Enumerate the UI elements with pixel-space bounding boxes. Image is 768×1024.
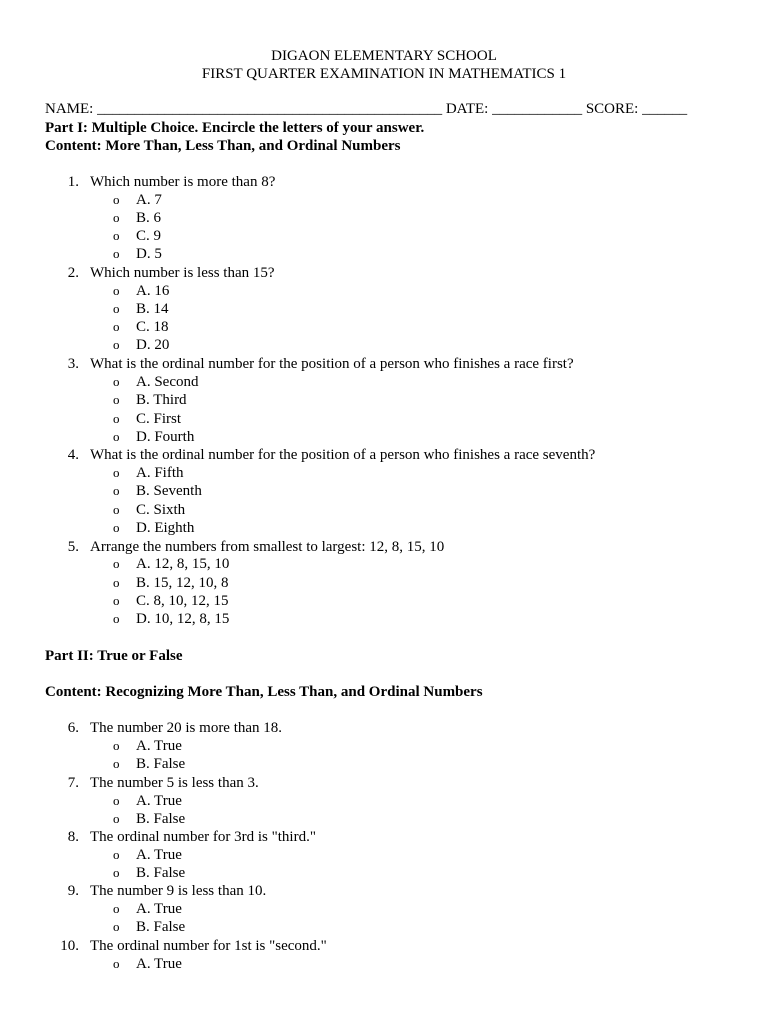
bullet-icon: o	[113, 502, 120, 517]
question-number: 8.	[67, 829, 79, 845]
option-text[interactable]: D. 5	[136, 246, 162, 262]
option-text[interactable]: B. Seventh	[136, 483, 202, 499]
bullet-icon: o	[113, 392, 120, 407]
bullet-icon: o	[113, 192, 120, 207]
bullet-icon: o	[113, 847, 120, 862]
bullet-icon: o	[113, 465, 120, 480]
bullet-icon: o	[113, 811, 120, 826]
bullet-icon: o	[113, 520, 120, 535]
option-text[interactable]: B. False	[136, 919, 186, 935]
question-number: 10.	[60, 938, 79, 954]
bullet-icon: o	[113, 593, 120, 608]
question-text: What is the ordinal number for the position of a person who finishes a race first?	[90, 356, 574, 372]
question-text: Which number is more than 8?	[90, 174, 276, 190]
question-number: 4.	[67, 447, 79, 463]
bullet-icon: o	[113, 411, 120, 426]
option-text[interactable]: B. False	[136, 865, 186, 881]
bullet-icon: o	[113, 301, 120, 316]
bullet-icon: o	[113, 738, 120, 753]
part1-content: Content: More Than, Less Than, and Ordinal Numbers	[45, 138, 401, 154]
bullet-icon: o	[113, 228, 120, 243]
part1-title: Part I: Multiple Choice. Encircle the letters of your answer.	[45, 120, 425, 136]
option-text[interactable]: B. 15, 12, 10, 8	[136, 575, 229, 591]
bullet-icon: o	[113, 611, 120, 626]
bullet-icon: o	[113, 210, 120, 225]
exam-title: FIRST QUARTER EXAMINATION IN MATHEMATICS 1	[201, 66, 567, 82]
option-text[interactable]: A. True	[136, 901, 182, 917]
option-text[interactable]: C. 18	[136, 319, 169, 335]
option-text[interactable]: A. True	[136, 956, 182, 972]
option-text[interactable]: D. Fourth	[136, 429, 195, 445]
option-text[interactable]: C. Sixth	[136, 502, 186, 518]
question-text: Which number is less than 15?	[90, 265, 275, 281]
question-text: The ordinal number for 3rd is "third."	[90, 829, 316, 845]
option-text[interactable]: A. True	[136, 793, 182, 809]
bullet-icon: o	[113, 919, 120, 934]
question-number: 7.	[67, 775, 79, 791]
name-date-score-line: NAME: ______________________________________________ DATE: ____________ SCORE: ______	[45, 101, 688, 117]
bullet-icon: o	[113, 483, 120, 498]
option-text[interactable]: D. 10, 12, 8, 15	[136, 611, 230, 627]
question-number: 5.	[67, 539, 79, 555]
question-text: The number 9 is less than 10.	[90, 883, 267, 899]
option-text[interactable]: A. 16	[136, 283, 170, 299]
bullet-icon: o	[113, 319, 120, 334]
bullet-icon: o	[113, 556, 120, 571]
option-text[interactable]: B. 14	[136, 301, 169, 317]
question-text: What is the ordinal number for the position of a person who finishes a race seventh?	[90, 447, 596, 463]
option-text[interactable]: C. First	[136, 411, 182, 427]
question-text: The number 5 is less than 3.	[90, 775, 259, 791]
bullet-icon: o	[113, 374, 120, 389]
school-name: DIGAON ELEMENTARY SCHOOL	[271, 48, 497, 64]
bullet-icon: o	[113, 865, 120, 880]
option-text[interactable]: C. 9	[136, 228, 162, 244]
bullet-icon: o	[113, 901, 120, 916]
option-text[interactable]: A. True	[136, 847, 182, 863]
option-text[interactable]: A. 12, 8, 15, 10	[136, 556, 230, 572]
option-text[interactable]: B. Third	[136, 392, 187, 408]
option-text[interactable]: D. Eighth	[136, 520, 195, 536]
question-text: The number 20 is more than 18.	[90, 720, 283, 736]
question-number: 2.	[67, 265, 79, 281]
part2-title: Part II: True or False	[45, 648, 183, 664]
bullet-icon: o	[113, 429, 120, 444]
option-text[interactable]: B. False	[136, 756, 186, 772]
bullet-icon: o	[113, 793, 120, 808]
option-text[interactable]: B. 6	[136, 210, 162, 226]
option-text[interactable]: A. Fifth	[136, 465, 184, 481]
option-text[interactable]: D. 20	[136, 337, 170, 353]
question-text: The ordinal number for 1st is "second."	[90, 938, 327, 954]
bullet-icon: o	[113, 283, 120, 298]
option-text[interactable]: A. 7	[136, 192, 162, 208]
part2-content: Content: Recognizing More Than, Less Than, and Ordinal Numbers	[45, 684, 483, 700]
bullet-icon: o	[113, 756, 120, 771]
option-text[interactable]: A. Second	[136, 374, 199, 390]
bullet-icon: o	[113, 337, 120, 352]
option-text[interactable]: A. True	[136, 738, 182, 754]
question-number: 1.	[67, 174, 79, 190]
question-text: Arrange the numbers from smallest to largest: 12, 8, 15, 10	[90, 539, 445, 555]
bullet-icon: o	[113, 575, 120, 590]
option-text[interactable]: B. False	[136, 811, 186, 827]
question-number: 6.	[67, 720, 79, 736]
question-number: 9.	[67, 883, 79, 899]
option-text[interactable]: C. 8, 10, 12, 15	[136, 593, 229, 609]
question-number: 3.	[67, 356, 79, 372]
bullet-icon: o	[113, 246, 120, 261]
bullet-icon: o	[113, 956, 120, 971]
